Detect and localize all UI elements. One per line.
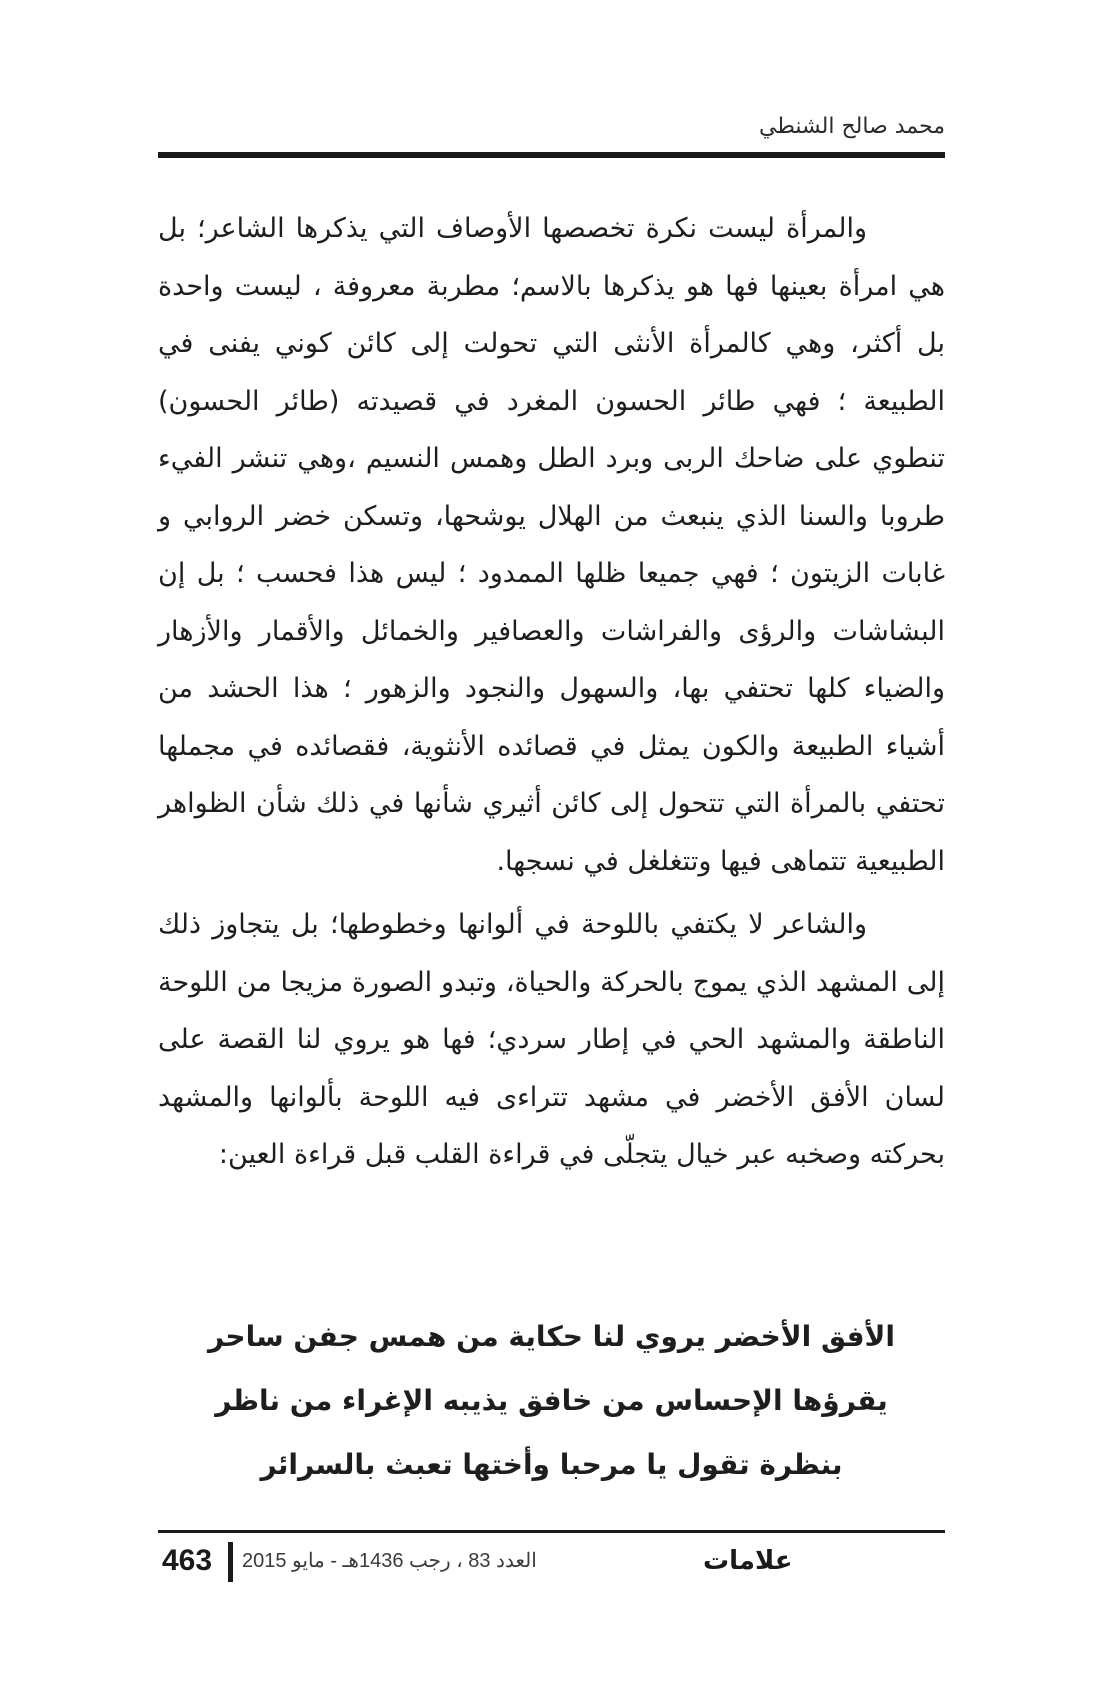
poem-line: يقرؤها الإحساس من خافق يذيبه الإغراء من ناظر (215, 1384, 888, 1417)
paragraph: والشاعر لا يكتفي باللوحة في ألوانها وخطوطها؛ بل يتجاوز ذلك إلى المشهد الذي يموج بالحركة والحياة، وتبدو الصورة مزيجا من اللوحة الناطقة والمشهد الحي في إطار سردي؛ فها هو يروي لنا القصة على لسان الأفق الأخضر في مشهد تتراءى فيه اللوحة بألوانها والمشهد بحركته وصخبه عبر خيال يتجلّى في قراءة القلب قبل قراءة العين: (158, 909, 945, 1170)
poem-line: الأفق الأخضر يروي لنا حكاية من همس جفن ساحر (207, 1320, 896, 1353)
footer-rule (158, 1530, 945, 1533)
poem-quote (158, 1305, 945, 1497)
page-footer (158, 1540, 945, 1584)
header-rule (158, 152, 945, 158)
journal-logo: علامات (703, 1546, 793, 1576)
footer-divider (228, 1542, 233, 1582)
article-body (158, 200, 945, 1184)
paragraph: والمرأة ليست نكرة تخصصها الأوصاف التي يذكرها الشاعر؛ بل هي امرأة بعينها فها هو يذكرها بالاسم؛ مطربة معروفة ، ليست واحدة بل أكثر، وهي كالمرأة الأنثى التي تحولت إلى كائن كوني يفنى في الطبيعة ؛ فهي طائر الحسون المغرد في قصيدته (طائر الحسون) تنطوي على ضاحك الربى وبرد الطل وهمس النسيم ،وهي تنشر الفيء طروبا والسنا الذي ينبعث من الهلال يوشحها، وتسكن خضر الروابي و غابات الزيتون ؛ فهي جميعا ظلها الممدود ؛ ليس هذا فحسب ؛ بل إن البشاشات والرؤى والفراشات والعصافير والخمائل والأقمار والأزهار والضياء كلها تحتفي بها، والسهول والنجود والزهور ؛ هذا الحشد من أشياء الطبيعة والكون يمثل في قصائده الأنثوية، فقصائده في مجملها تحتفي بالمرأة التي تتحول إلى كائن أثيري شأنها في ذلك شأن الظواهر الطبيعية تتماهى فيها وتتغلغل في نسجها. (158, 213, 945, 877)
issue-info: العدد 83 ، رجب 1436هـ - مايو 2015 (242, 1550, 537, 1572)
poem-line: بنظرة تقول يا مرحبا وأختها تعبث بالسرائر (260, 1448, 843, 1481)
page-number: 463 (162, 1544, 213, 1577)
running-head-author: محمد صالح الشنطي (759, 114, 945, 139)
